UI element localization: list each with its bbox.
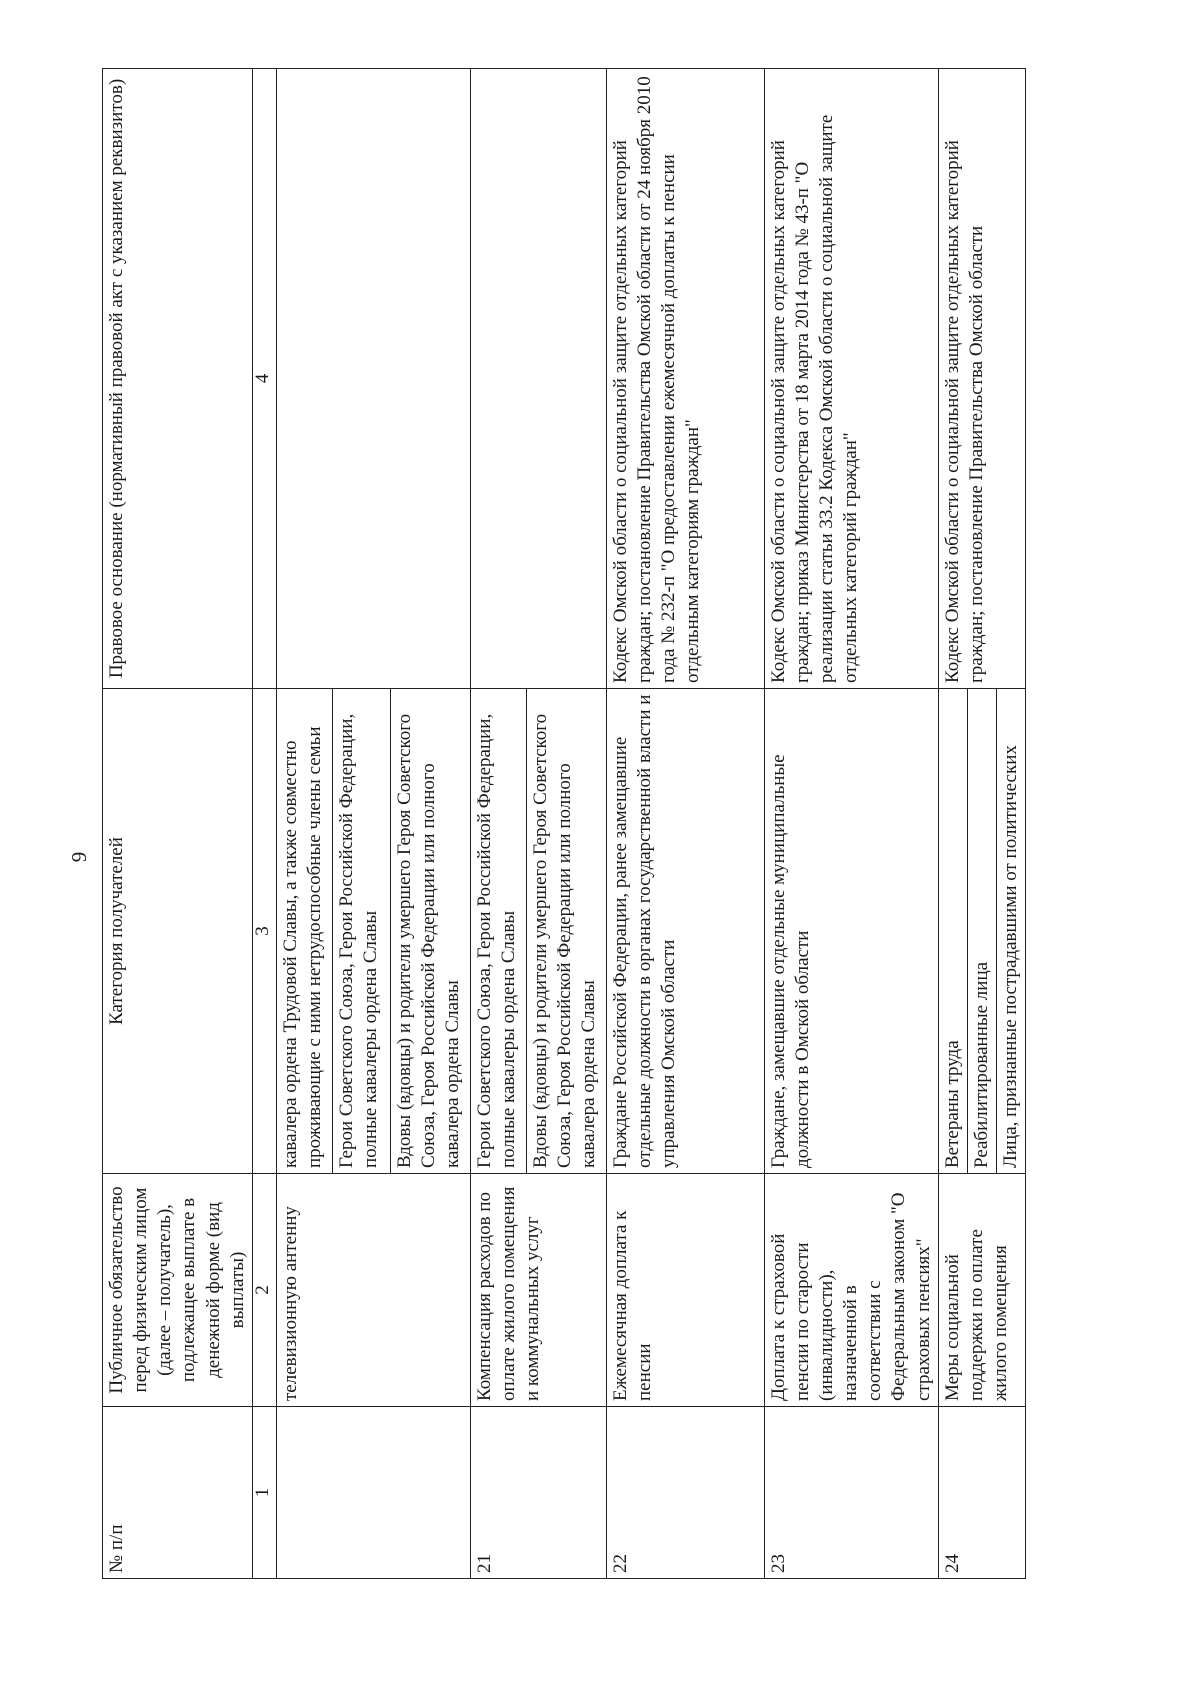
table-row [470,68,526,1578]
category-cell: Герои Советского Союза, Герои Российской Федерации, полные кавалеры ордена Славы [470,688,526,1173]
payment-type: Меры социальной поддержки по оплате жилого помещения [938,1174,1025,1407]
category-cell: Реабилитированные лица [967,688,996,1173]
header-category: Категория получателей [103,688,253,1173]
row-number: 21 [470,1407,606,1579]
payment-type: Ежемесячная доплата к пенсии [606,1174,764,1407]
category-cell: Граждане, замещавшие отдельные муниципальные должности в Омской области [764,688,938,1173]
table-row [276,68,332,1578]
rotated-table-page [102,69,1117,1579]
payment-obligations-table [102,68,1026,1579]
table-row [764,68,938,1578]
row-number: 22 [606,1407,764,1579]
colnum-2: 2 [252,1174,276,1407]
header-payment-type: Публичное обязательство перед физическим лицом (далее – получатель), подлежащее выплате в денежной форме (вид выплаты) [103,1174,253,1407]
payment-type: Компенсация расходов по оплате жилого помещения и коммунальных услуг [470,1174,606,1407]
category-cell: Герои Советского Союза, Герои Российской Федерации, полные кавалеры ордена Славы [332,688,390,1173]
category-cell: Лица, признанные пострадавшими от политических [997,688,1026,1173]
category-cell: Вдовы (вдовцы) и родители умершего Героя Советского Союза, Героя Российской Федерации или полного кавалера ордена Славы [390,688,470,1173]
table-header-row [103,68,253,1578]
payment-type: Доплата к страховой пенсии по старости (инвалидности), назначенной в соответствии с Федеральным законом "О страховых пенсиях" [764,1174,938,1407]
category-cell: Граждане Российской Федерации, ранее замещавшие отдельные должности в органах государственной власти и управления Омской области [606,688,764,1173]
colnum-1: 1 [252,1407,276,1579]
table-row [606,68,764,1578]
category-cell: Вдовы (вдовцы) и родители умершего Героя Советского Союза, Героя Российской Федерации или полного кавалера ордена Славы [526,688,606,1173]
row-number: 24 [938,1407,1025,1579]
payment-type: телевизионную антенну [276,1174,470,1407]
row-number: 23 [764,1407,938,1579]
legal-basis: Кодекс Омской области о социальной защите отдельных категорий граждан; приказ Министерства от 18 марта 2014 года № 43-п "О реализации статьи 33.2 Кодекса Омской области о социальной защите отдельных категорий граждан" [764,68,938,688]
page-number: 9 [67,851,91,863]
legal-basis: Кодекс Омской области о социальной защите отдельных категорий граждан; постановление Правительства Омской области от 24 ноября 2010 года № 232-п "О предоставлении ежемесячной доплаты к пенсии отдельным категориям граждан" [606,68,764,688]
colnum-4: 4 [252,68,276,688]
header-legal-basis: Правовое основание (нормативный правовой акт с указанием реквизитов) [103,68,253,688]
column-numbers-row [252,68,276,1578]
category-cell: Ветераны труда [938,688,967,1173]
header-number: № п/п [103,1407,253,1579]
table-row [938,68,967,1578]
category-cell: кавалера ордена Трудовой Славы, а также совместно проживающие с ними нетрудоспособные члены семьи [276,688,332,1173]
colnum-3: 3 [252,688,276,1173]
legal-basis: Кодекс Омской области о социальной защите отдельных категорий граждан; постановление Правительства Омской области [938,68,1025,688]
